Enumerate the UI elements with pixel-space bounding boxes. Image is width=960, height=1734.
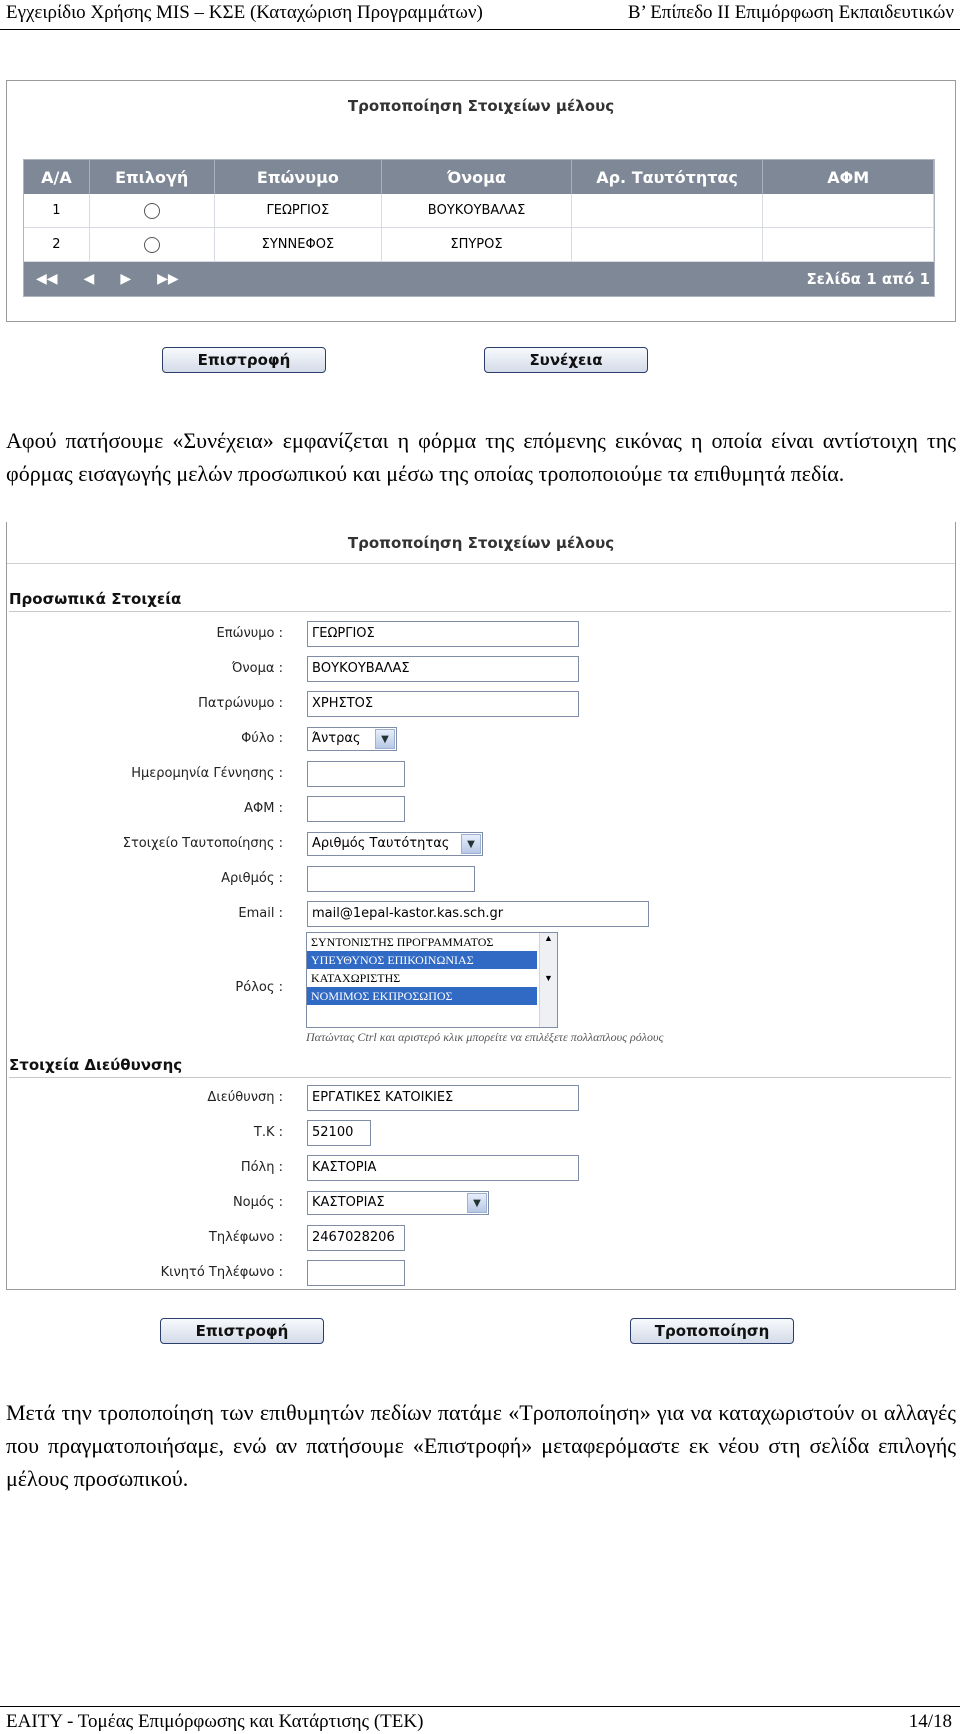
postal-code-row: [7, 1119, 947, 1149]
id-number-input[interactable]: [307, 866, 475, 892]
table-row: [24, 228, 934, 262]
name-row: [7, 655, 947, 685]
mobile-row: [7, 1259, 947, 1289]
prefecture-row: [7, 1189, 947, 1219]
back-button[interactable]: Επιστροφή: [160, 1318, 324, 1344]
chevron-down-icon[interactable]: ▼: [375, 729, 395, 749]
grid-header: [24, 160, 934, 194]
select-radio[interactable]: [144, 237, 160, 253]
col-select: Επιλογή: [90, 160, 215, 194]
back-button[interactable]: Επιστροφή: [162, 347, 326, 373]
page-indicator: Σελίδα 1 από 1: [806, 270, 930, 288]
modify-button[interactable]: Τροποποίηση: [630, 1318, 794, 1344]
form-title: Τροποποίηση Στοιχείων μέλους: [7, 522, 955, 564]
role-label: Ρόλος :: [235, 980, 283, 995]
page-header: [0, 0, 960, 30]
table-row: [24, 194, 934, 228]
prefecture-label: Νομός :: [232, 1195, 283, 1210]
role-option[interactable]: ΚΑΤΑΧΩΡΙΣΤΗΣ: [311, 971, 401, 985]
phone-input[interactable]: 2467028206: [307, 1225, 405, 1251]
address-label: Διεύθυνση :: [207, 1090, 283, 1105]
father-name-row: [7, 690, 947, 720]
continue-button[interactable]: Συνέχεια: [484, 347, 648, 373]
email-row: [7, 900, 947, 930]
prefecture-value: ΚΑΣΤΟΡΙΑΣ: [312, 1195, 385, 1210]
surname-row: [7, 620, 947, 650]
id-number-label: Αριθμός :: [221, 871, 283, 886]
birthdate-row: [7, 760, 947, 790]
role-option[interactable]: ΥΠΕΥΘΥΝΟΣ ΕΠΙΚΟΙΝΩΝΙΑΣ: [307, 951, 537, 969]
cell-name: ΣΠΥΡΟΣ: [382, 228, 572, 261]
postal-code-label: Τ.Κ :: [253, 1125, 283, 1140]
birthdate-input[interactable]: [307, 761, 405, 787]
cell-name: ΒΟΥΚΟΥΒΑΛΑΣ: [382, 194, 572, 227]
id-number-row: [7, 865, 947, 895]
email-label: Email :: [238, 906, 283, 921]
cell-select: [90, 194, 215, 227]
next-page-icon[interactable]: ▶: [120, 271, 132, 287]
select-radio[interactable]: [144, 203, 160, 219]
gender-select[interactable]: [307, 727, 397, 751]
phone-row: [7, 1224, 947, 1254]
page-number: 14/18: [908, 1711, 952, 1732]
cell-id-number: [572, 228, 764, 261]
role-listbox[interactable]: [306, 932, 558, 1028]
listbox-scrollbar[interactable]: ▲ ▼: [539, 933, 557, 1027]
members-grid: [23, 159, 935, 297]
grid-pager: [24, 262, 934, 296]
name-input[interactable]: ΒΟΥΚΟΥΒΑΛΑΣ: [307, 656, 579, 682]
city-label: Πόλη :: [240, 1160, 283, 1175]
role-option[interactable]: ΝΟΜΙΜΟΣ ΕΚΠΡΟΣΩΠΟΣ: [307, 987, 537, 1005]
afm-label: ΑΦΜ :: [244, 801, 283, 816]
father-name-input[interactable]: ΧΡΗΣΤΟΣ: [307, 691, 579, 717]
prefecture-select[interactable]: [307, 1191, 489, 1215]
id-type-value: Αριθμός Ταυτότητας: [312, 836, 450, 851]
roles-hint: Πατώντας Ctrl και αριστερό κλικ μπορείτε να επιλέξετε πολλαπλους ρόλους: [306, 1030, 664, 1044]
col-surname: Επώνυμο: [215, 160, 383, 194]
footer-organization: ΕΑΙΤΥ - Τομέας Επιμόρφωσης και Κατάρτισης (ΤΕΚ): [6, 1711, 424, 1732]
prev-page-icon[interactable]: ◀: [83, 271, 95, 287]
col-id-number: Αρ. Ταυτότητας: [572, 160, 764, 194]
id-type-row: [7, 830, 947, 860]
cell-afm: [763, 194, 934, 227]
cell-afm: [763, 228, 934, 261]
mobile-input[interactable]: [307, 1260, 405, 1286]
form-title: Τροποποίηση Στοιχείων μέλους: [347, 97, 615, 115]
mobile-label: Κινητό Τηλέφωνο :: [160, 1265, 283, 1280]
email-field[interactable]: mail@1epal-kastor.kas.sch.gr: [307, 901, 649, 927]
cell-id-number: [572, 194, 764, 227]
cell-surname: ΓΕΩΡΓΙΟΣ: [215, 194, 383, 227]
col-aa: Α/Α: [24, 160, 90, 194]
personal-section-heading: Προσωπικά Στοιχεία: [9, 590, 951, 612]
name-label: Όνομα :: [231, 661, 283, 676]
city-row: [7, 1154, 947, 1184]
address-input[interactable]: ΕΡΓΑΤΙΚΕΣ ΚΑΤΟΙΚΙΕΣ: [307, 1085, 579, 1111]
first-page-icon[interactable]: ◀◀: [36, 271, 58, 287]
pager-nav: [36, 271, 179, 287]
afm-row: [7, 795, 947, 825]
surname-input[interactable]: ΓΕΩΡΓΙΟΣ: [307, 621, 579, 647]
col-name: Όνομα: [382, 160, 572, 194]
gender-value: Άντρας: [312, 731, 361, 746]
header-title: Εγχειρίδιο Χρήσης MIS – ΚΣΕ (Καταχώριση Προγραμμάτων): [6, 2, 483, 23]
afm-input[interactable]: [307, 796, 405, 822]
gender-label: Φύλο :: [241, 731, 283, 746]
instruction-paragraph-2: Μετά την τροποποίηση των επιθυμητών πεδίων πατάμε «Τροποποίηση» για να καταχωριστούν οι αλλαγές που πραγματοποιήσαμε, ενώ αν πατήσουμε «Επιστροφή» μεταφερόμαστε εκ νέου στη σελίδα επιλογής μέλους προσωπικού.: [6, 1400, 956, 1491]
father-name-label: Πατρώνυμο :: [198, 696, 283, 711]
edit-member-screenshot: [6, 522, 956, 1290]
chevron-down-icon[interactable]: ▼: [461, 834, 481, 854]
instruction-paragraph-1: Αφού πατήσουμε «Συνέχεια» εμφανίζεται η φόρμα της επόμενης εικόνας η οποία είναι αντίστοιχη της φόρμας εισαγωγής μελών προσωπικού και μέσω της οποίας τροποποιούμε τα επιθυμητά πεδία.: [6, 428, 956, 486]
surname-label: Επώνυμο :: [216, 626, 283, 641]
page-footer: [0, 1706, 960, 1734]
cell-aa: 1: [24, 194, 90, 227]
last-page-icon[interactable]: ▶▶: [157, 271, 179, 287]
cell-select: [90, 228, 215, 261]
chevron-down-icon[interactable]: ▼: [467, 1193, 487, 1213]
role-option[interactable]: ΣΥΝΤΟΝΙΣΤΗΣ ΠΡΟΓΡΑΜΜΑΤΟΣ: [311, 935, 494, 949]
address-section-heading: Στοιχεία Διεύθυνσης: [9, 1056, 951, 1078]
cell-aa: 2: [24, 228, 90, 261]
phone-label: Τηλέφωνο :: [208, 1230, 283, 1245]
id-type-label: Στοιχείο Ταυτοποίησης :: [122, 836, 283, 851]
member-selection-screenshot: [6, 80, 956, 322]
birthdate-label: Ημερομηνία Γέννησης :: [131, 766, 283, 781]
address-row: [7, 1084, 947, 1114]
col-afm: ΑΦΜ: [763, 160, 934, 194]
city-input[interactable]: ΚΑΣΤΟΡΙΑ: [307, 1155, 579, 1181]
cell-surname: ΣΥΝΝΕΦΟΣ: [215, 228, 383, 261]
gender-row: [7, 725, 947, 755]
id-type-select[interactable]: [307, 832, 483, 856]
postal-code-input[interactable]: 52100: [307, 1120, 371, 1146]
header-subtitle: Β’ Επίπεδο ΙΙ Επιμόρφωση Εκπαιδευτικών: [627, 2, 954, 23]
